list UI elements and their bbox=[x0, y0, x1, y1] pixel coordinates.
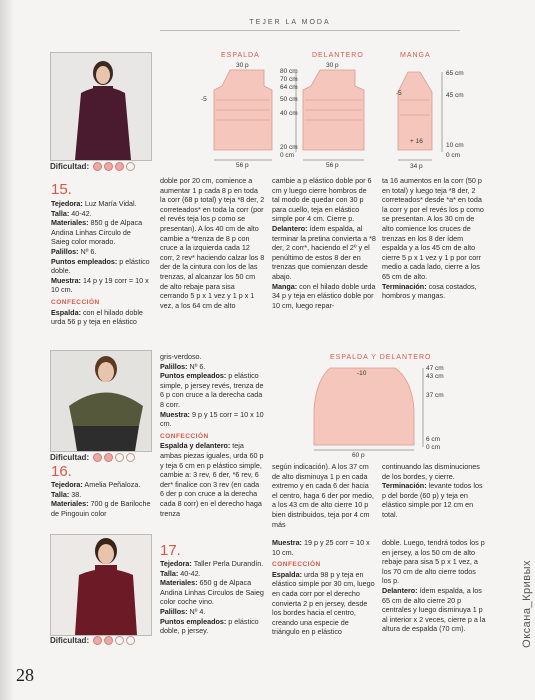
spec-line bbox=[160, 569, 265, 579]
spec-value: Nº 6. bbox=[78, 246, 97, 256]
spec-key: Tejedora: bbox=[51, 480, 83, 489]
confeccion-heading: CONFECCIÓN bbox=[272, 561, 321, 569]
spec-value: 850 g de Alpaca Andina Linhas Circulo de Saieg color morado. bbox=[51, 218, 143, 247]
spec-key: Puntos empleados: bbox=[160, 616, 227, 626]
cm-tick-label: 6 cm bbox=[426, 436, 441, 443]
difficulty-dot-icon bbox=[115, 636, 124, 645]
manga-bottom: 34 p bbox=[410, 163, 423, 170]
difficulty-label: Dificultad: bbox=[50, 636, 90, 645]
spec-value: Nº 4. bbox=[187, 606, 206, 616]
spec-value: 38. bbox=[69, 489, 82, 499]
spec-key: Terminación: bbox=[382, 481, 427, 491]
difficulty-label: Dificultad: bbox=[50, 453, 90, 462]
spec-value: p elástico doble. bbox=[51, 256, 150, 276]
item15-text-col2: doble por 20 cm, comience a aumentar 1 p cada 8 p en toda la corr (68 p total) y teja *8 der, 2 correteados* en toda la corr (por el revés teja los p como se presentan). A los 40 cm de alto cambie a *trenza de 8 p con cruce a la izquierda cada 12 corr, 2 rev* haciendo calzar los 8 der de la cintura con los de las trenzas, al alcanzar los 50 cm de alto rebaje para sisa cerrando 5 p x 1 vez y 1 p x 1 vez, a los 64 cm de alto bbox=[160, 176, 265, 310]
watermark: Оксана_Кривых bbox=[521, 560, 533, 648]
page-number: 28 bbox=[16, 665, 34, 685]
diagram-label-manga: MANGA bbox=[400, 52, 431, 59]
spec-value: 700 g de Bariloche de Pingouin color bbox=[51, 499, 151, 518]
spec-value: Taller Perla Durandín. bbox=[191, 559, 264, 568]
spec-line bbox=[382, 538, 487, 586]
diagram-label-espalda-delantero: ESPALDA Y DELANTERO bbox=[330, 354, 432, 361]
spec-line bbox=[51, 490, 151, 500]
spec-value: doble. Luego, tendrá todos los p en jersey, a los 50 cm de alto rebaje para sisa 5 p x 1 vez, a los 70 cm de alto cierre todos los p. bbox=[382, 538, 485, 586]
spec-value: 40-42. bbox=[69, 208, 92, 218]
difficulty-dot-icon bbox=[93, 636, 102, 645]
spec-value: ta 16 aumentos en la corr (50 p en total) y luego teja *8 der, 2 correteados* desde *a* en toda la corr y por el revés los p como se presentan. A los 30 cm de alto comience los cruces de trenzas en los 8 der ídem espalda y a los 45 cm de alto cierre 5 p x 1 vez y 1 p por corr medio a cada lado, cierre a los 65 cm de alto. bbox=[382, 176, 484, 281]
cm-tick-label: 0 cm bbox=[280, 152, 295, 159]
spec-value: Nº 6. bbox=[187, 361, 206, 371]
spec-line bbox=[51, 499, 151, 518]
del-bottom: 56 p bbox=[326, 162, 339, 169]
spec-key: Tejedora: bbox=[160, 559, 192, 568]
spec-key: Terminación: bbox=[382, 281, 427, 291]
spec-line bbox=[272, 538, 376, 557]
spec-value: con el hilado doble urda 34 p y teja en elástico doble por 10 cm, luego repar- bbox=[272, 281, 376, 310]
spec-key: Muestra: bbox=[51, 275, 81, 285]
esp-side: -5 bbox=[201, 96, 207, 103]
spec-key: Puntos empleados: bbox=[160, 371, 227, 381]
spec-key: Espalda y delantero: bbox=[160, 441, 231, 451]
spec-key: Tejedora: bbox=[51, 199, 83, 208]
cm-tick-label: 20 cm bbox=[280, 144, 298, 151]
esp-top: 30 p bbox=[236, 62, 249, 69]
spec-value: cosa costados, hombros y mangas. bbox=[382, 281, 477, 301]
confeccion-heading: CONFECCIÓN bbox=[51, 298, 100, 306]
spec-value: 14 p y 19 corr = 10 x 10 cm. bbox=[51, 275, 149, 295]
spec-key: Materiales: bbox=[51, 218, 89, 228]
spec-value: cambie a p elástico doble por 6 cm y luego cierre hombros de tal modo de quedar con 30 p para cuello, teja en elástico simple por 4 cm. Cierre p. bbox=[272, 176, 372, 224]
spec-key: Palillos: bbox=[160, 606, 188, 616]
cm-tick-label: 65 cm bbox=[446, 70, 464, 77]
spec-key: Talla: bbox=[51, 489, 70, 499]
spec-value: con el hilado doble urda 56 p y teja en elástico bbox=[51, 307, 143, 327]
spec-value: Luz María Vidal. bbox=[82, 199, 137, 208]
cm-tick-label: 40 cm bbox=[280, 110, 298, 117]
spec-key: Muestra: bbox=[160, 409, 190, 419]
spec-key: Palillos: bbox=[51, 246, 79, 256]
spec-key: Palillos: bbox=[160, 361, 188, 371]
spec-value: gris-verdoso. bbox=[160, 352, 202, 361]
spec-line bbox=[382, 462, 487, 481]
item16-column-3 bbox=[272, 462, 376, 529]
spec-value: 19 p y 25 corr = 10 x 10 cm. bbox=[272, 538, 370, 557]
spec-value: Amelia Peñaloza. bbox=[82, 480, 141, 489]
spec-line bbox=[160, 559, 265, 569]
model-figure-17 bbox=[51, 535, 151, 635]
spec-value: teja ambas piezas iguales, urda 60 p y teja 6 cm en p elástico simple, cambie a: 3 rev, 6 der, *6 rev, 6 der* finalice con 3 rev (en cada 6 der p con cruce a la derecha cada 8 corr) en el derecho haga trenza bbox=[160, 441, 264, 518]
difficulty-17 bbox=[50, 636, 135, 645]
esp-del-top: -10 bbox=[357, 370, 367, 377]
difficulty-dot-icon bbox=[126, 636, 135, 645]
item16-column-4 bbox=[382, 462, 487, 520]
photo-item-17 bbox=[50, 534, 152, 636]
del-top: 30 p bbox=[326, 62, 339, 69]
spec-value: continuando las disminuciones de los bordes, y cierre. bbox=[382, 462, 480, 481]
spec-key: Manga: bbox=[272, 281, 298, 291]
spec-value: p elástico doble, p jersey. bbox=[160, 616, 259, 636]
spec-key: Materiales: bbox=[51, 499, 89, 509]
spec-key: Delantero: bbox=[382, 585, 418, 595]
spec-value: urda 98 p y teja en elástico simple por 30 cm, luego en cada corr por el derecho convierta 2 p en jersey, desde los bordes hacia el centro, creando una especie de triángulo en p elástico bbox=[272, 569, 375, 637]
spec-value: levante todos los p del borde (60 p) y teja en elástico simple por 12 cm en total. bbox=[382, 481, 483, 519]
spec-key: Talla: bbox=[51, 208, 70, 218]
spec-line bbox=[382, 586, 487, 634]
difficulty-label: Dificultad: bbox=[50, 162, 90, 171]
item17-column-3 bbox=[382, 538, 487, 634]
spec-key: Delantero: bbox=[272, 223, 308, 233]
item-number-16: 16. bbox=[51, 463, 72, 480]
item16-text-col3: según indicación). A los 37 cm de alto disminuya 1 p en cada extremo y en cada 6 der hacia el centro, haga 6 der por medio, a los 43 cm de alto cierre 10 p bien distribuidos, teja por 4 cm más bbox=[272, 462, 374, 529]
item-number-17: 17. bbox=[160, 542, 181, 559]
spec-key: Materiales: bbox=[160, 578, 198, 588]
cm-tick-label: 50 cm bbox=[280, 96, 298, 103]
cm-tick-label: 43 cm bbox=[426, 373, 444, 380]
spec-key: Espalda: bbox=[51, 307, 81, 317]
spec-line bbox=[160, 617, 265, 636]
spec-key: Muestra: bbox=[272, 538, 302, 547]
cm-tick-label: 37 cm bbox=[426, 392, 444, 399]
cm-tick-label: 0 cm bbox=[446, 152, 461, 159]
spec-line bbox=[382, 481, 487, 519]
cm-tick-label: 70 cm bbox=[280, 76, 298, 83]
item16-column-1 bbox=[51, 480, 151, 518]
cm-tick-label: 10 cm bbox=[446, 142, 464, 149]
spec-value: ídem espalda, al terminar la pretina convierta a *8 der, 2 corr*, haciendo el 2º y el penúltimo de estos 8 der en trenzas que comienzan desde abajo. bbox=[272, 223, 376, 281]
spec-line bbox=[160, 578, 265, 607]
manga-plus: + 16 bbox=[410, 138, 423, 145]
cm-tick-label: 47 cm bbox=[426, 365, 444, 372]
cm-tick-label: 0 cm bbox=[426, 444, 441, 451]
spec-line bbox=[160, 607, 265, 617]
difficulty-dot-icon bbox=[104, 636, 113, 645]
esp-del-shape bbox=[314, 368, 414, 445]
spec-line bbox=[51, 480, 151, 490]
cm-tick-label: 45 cm bbox=[446, 92, 464, 99]
spec-value: ídem espalda, a los 65 cm de alto cierre 20 p centrales y luego disminuya 1 p al interior x 2 veces, cierre p a la altura de espalda (70 cm). bbox=[382, 585, 486, 634]
esp-bottom: 56 p bbox=[236, 162, 249, 169]
confeccion-heading: CONFECCIÓN bbox=[160, 432, 209, 440]
diagram-label-delantero: DELANTERO bbox=[312, 52, 364, 59]
item17-column-2 bbox=[272, 538, 376, 637]
esp-del-bottom: 60 p bbox=[352, 452, 365, 459]
item-number-15: 15. bbox=[51, 181, 72, 198]
manga-side: -5 bbox=[396, 90, 402, 97]
spec-value: 40-42. bbox=[178, 568, 201, 578]
spec-key: Puntos empleados: bbox=[51, 256, 118, 266]
cm-tick-label: 64 cm bbox=[280, 84, 298, 91]
spec-key: Talla: bbox=[160, 568, 179, 578]
spec-line bbox=[272, 570, 376, 637]
page-header: TEJER LA MODA bbox=[249, 19, 331, 26]
spec-value: 9 p y 15 corr = 10 x 10 cm. bbox=[160, 409, 264, 429]
spec-value: 650 g de Alpaca Andina Linhas Circulos de Saieg color coche vino. bbox=[160, 578, 264, 607]
spec-value: p elástico simple, p jersey revés, trenza de 6 p con cruce a la derecha cada 8 corr. bbox=[160, 371, 264, 409]
diagram-label-espalda: ESPALDA bbox=[221, 52, 260, 59]
cm-tick-label: 80 cm bbox=[280, 68, 298, 75]
spec-key: Espalda: bbox=[272, 569, 302, 579]
item17-column-1 bbox=[160, 559, 265, 636]
